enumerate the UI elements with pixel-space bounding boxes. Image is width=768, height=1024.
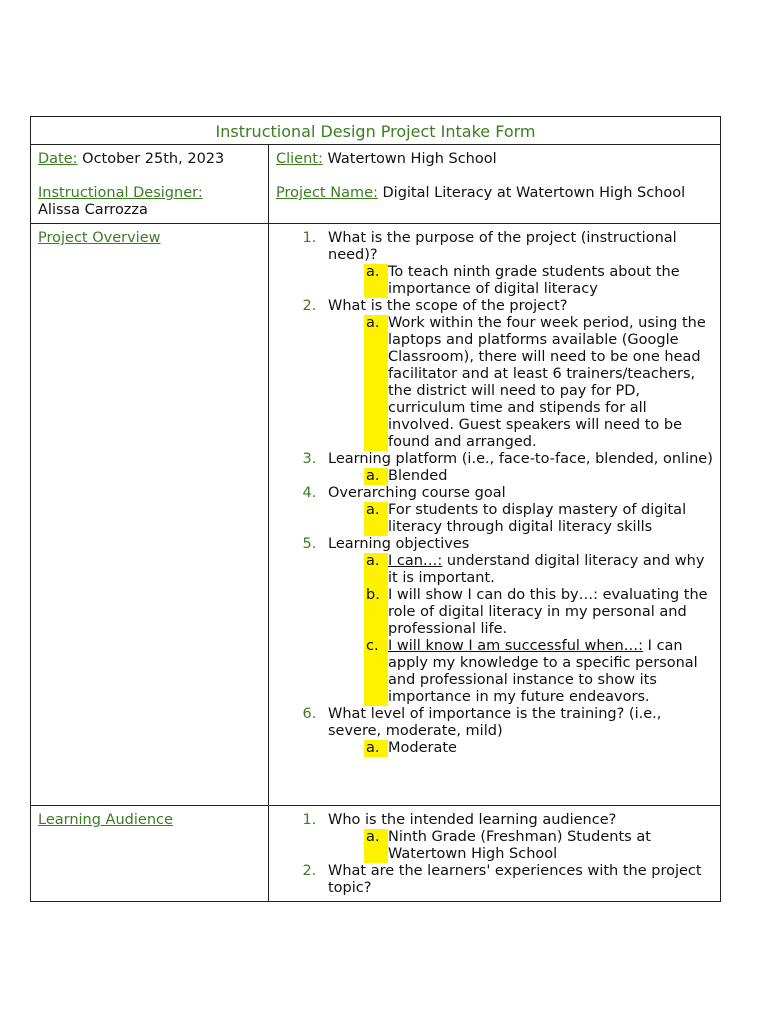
answer-marker: a. [364, 315, 388, 451]
question-text: Who is the intended learning audience? [328, 812, 617, 828]
answer-text: Blended [388, 468, 448, 484]
question-item [321, 536, 713, 706]
answer-list [328, 740, 713, 757]
audience-content-cell [269, 806, 721, 902]
intake-form-table [30, 116, 721, 902]
audience-question-list [276, 812, 713, 897]
question-item [321, 485, 713, 536]
answer-item [364, 315, 713, 451]
question-text: Learning objectives [328, 536, 470, 552]
project-name-label: Project Name: [276, 185, 378, 201]
learning-audience-label: Learning Audience [38, 812, 173, 828]
answer-item [364, 468, 713, 485]
answer-text: Work within the four week period, using the laptops and platforms available (Google Classroom), there will need to be one head facilitator and at least 6 trainers/teachers, the district will need to pay for PD, curriculum time and stipends for all involved. Guest speakers will need to be found and arranged. [388, 315, 706, 450]
answer-item [364, 829, 713, 863]
designer-label: Instructional Designer: [38, 185, 203, 201]
answer-text: I will show I can do this by…: evaluating the role of digital literacy in my personal and professional life. [388, 587, 708, 637]
answer-item [364, 502, 713, 536]
answer-marker: a. [364, 740, 388, 757]
answer-item [364, 553, 713, 587]
question-text: What level of importance is the training? (i.e., severe, moderate, mild) [328, 706, 662, 739]
answer-text-block [388, 587, 713, 638]
answer-text-block [388, 264, 713, 298]
answer-item [364, 638, 713, 706]
answer-text: understand digital literacy and why it is important. [388, 553, 705, 586]
question-item [321, 451, 713, 485]
answer-lead: I will know I am successful when…: [388, 638, 644, 654]
project-overview-label: Project Overview [38, 230, 161, 246]
answer-text-block [388, 468, 713, 485]
question-text: What are the learners' experiences with the project topic? [328, 863, 702, 896]
answer-item [364, 264, 713, 298]
client-project-cell [269, 145, 721, 224]
answer-text-block [388, 638, 713, 706]
answer-list [328, 829, 713, 863]
answer-list [328, 264, 713, 298]
answer-item [364, 740, 713, 757]
answer-text-block [388, 553, 713, 587]
answer-text: Moderate [388, 740, 457, 756]
answer-text: I can apply my knowledge to a specific personal and professional instance to show its importance in my future endeavors. [388, 638, 698, 705]
date-label: Date: [38, 151, 78, 167]
answer-marker: c. [364, 638, 388, 706]
answer-marker: a. [364, 468, 388, 485]
answer-text-block [388, 740, 713, 757]
answer-list [328, 315, 713, 451]
answer-marker: a. [364, 829, 388, 863]
question-text: What is the purpose of the project (instructional need)? [328, 230, 677, 263]
question-text: Overarching course goal [328, 485, 506, 501]
audience-label-cell [31, 806, 269, 902]
question-item [321, 706, 713, 757]
question-item [321, 812, 713, 863]
overview-label-cell [31, 224, 269, 806]
date-value: October 25th, 2023 [77, 151, 225, 167]
answer-marker: b. [364, 587, 388, 638]
answer-text: Ninth Grade (Freshman) Students at Watertown High School [388, 829, 651, 862]
question-item [321, 298, 713, 451]
overview-content-cell [269, 224, 721, 806]
answer-lead: I can…: [388, 553, 443, 569]
answer-text-block [388, 829, 713, 863]
client-value: Watertown High School [322, 151, 497, 167]
answer-text: For students to display mastery of digital literacy through digital literacy skills [388, 502, 687, 535]
project-name-value: Digital Literacy at Watertown High School [377, 185, 686, 201]
answer-item [364, 587, 713, 638]
answer-marker: a. [364, 502, 388, 536]
answer-marker: a. [364, 553, 388, 587]
question-text: What is the scope of the project? [328, 298, 568, 314]
client-label: Client: [276, 151, 323, 167]
designer-value: Alissa Carrozza [38, 202, 148, 218]
form-title: Instructional Design Project Intake Form [31, 117, 721, 145]
answer-text-block [388, 315, 713, 451]
answer-list [328, 468, 713, 485]
answer-text-block [388, 502, 713, 536]
question-text: Learning platform (i.e., face-to-face, blended, online) [328, 451, 713, 467]
question-item [321, 863, 713, 897]
answer-list [328, 502, 713, 536]
answer-text: To teach ninth grade students about the importance of digital literacy [388, 264, 680, 297]
question-item [321, 230, 713, 298]
date-designer-cell [31, 145, 269, 224]
answer-list [328, 553, 713, 706]
overview-question-list [276, 230, 713, 757]
answer-marker: a. [364, 264, 388, 298]
